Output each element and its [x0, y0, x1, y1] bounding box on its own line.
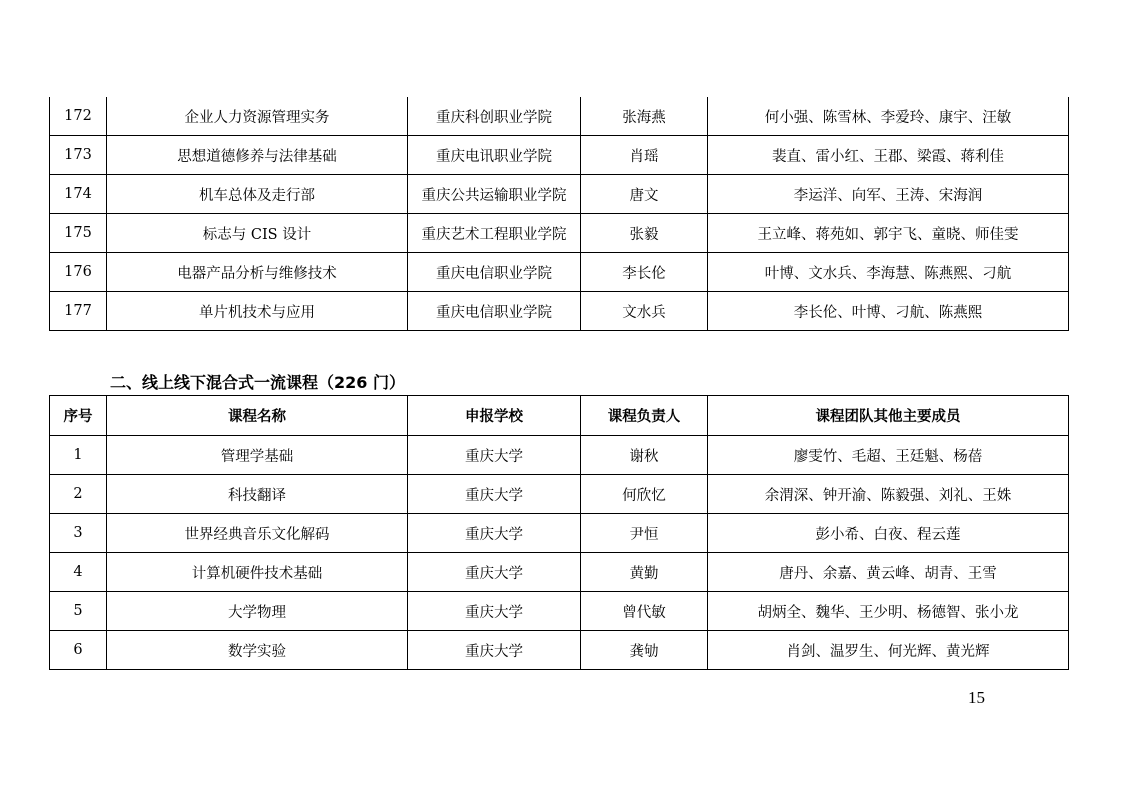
school-name: 重庆公共运输职业学院: [408, 175, 581, 214]
course-name: 科技翻译: [107, 475, 408, 514]
team-members: 李运洋、向军、王涛、宋海润: [708, 175, 1069, 214]
course-name: 思想道德修养与法律基础: [107, 136, 408, 175]
table-row: [50, 592, 1069, 631]
school-name: 重庆电信职业学院: [408, 253, 581, 292]
section-heading: 二、线上线下混合式一流课程（226 门）: [110, 373, 405, 392]
row-number: 173: [50, 136, 107, 175]
course-name: 电器产品分析与维修技术: [107, 253, 408, 292]
team-members: 叶博、文水兵、李海慧、陈燕熙、刁航: [708, 253, 1069, 292]
school-name: 重庆大学: [408, 553, 581, 592]
school-name: 重庆大学: [408, 475, 581, 514]
team-members: 唐丹、余嘉、黄云峰、胡青、王雪: [708, 553, 1069, 592]
team-members: 何小强、陈雪林、李爱玲、康宇、汪敏: [708, 97, 1069, 136]
blended-course-table: [49, 395, 1069, 670]
team-members: 胡炳全、魏华、王少明、杨德智、张小龙: [708, 592, 1069, 631]
course-leader: 李长伦: [581, 253, 708, 292]
row-number: 175: [50, 214, 107, 253]
row-number: 3: [50, 514, 107, 553]
header-members: 课程团队其他主要成员: [708, 396, 1069, 436]
team-members: 肖剑、温罗生、何光辉、黄光辉: [708, 631, 1069, 670]
table-row: [50, 97, 1069, 136]
course-leader: 何欣忆: [581, 475, 708, 514]
course-name: 世界经典音乐文化解码: [107, 514, 408, 553]
course-name: 单片机技术与应用: [107, 292, 408, 331]
team-members: 廖雯竹、毛超、王廷魁、杨蓓: [708, 436, 1069, 475]
team-members: 李长伦、叶博、刁航、陈燕熙: [708, 292, 1069, 331]
course-leader: 曾代敏: [581, 592, 708, 631]
table-row: [50, 631, 1069, 670]
course-leader: 龚劬: [581, 631, 708, 670]
course-leader: 张海燕: [581, 97, 708, 136]
row-number: 174: [50, 175, 107, 214]
course-leader: 文水兵: [581, 292, 708, 331]
school-name: 重庆电信职业学院: [408, 292, 581, 331]
school-name: 重庆大学: [408, 631, 581, 670]
table-header-row: [50, 396, 1069, 436]
team-members: 裴直、雷小红、王郡、梁霞、蒋利佳: [708, 136, 1069, 175]
table-row: [50, 475, 1069, 514]
row-number: 4: [50, 553, 107, 592]
course-name: 数学实验: [107, 631, 408, 670]
course-table-continued: [49, 97, 1069, 331]
school-name: 重庆科创职业学院: [408, 97, 581, 136]
row-number: 1: [50, 436, 107, 475]
course-leader: 谢秋: [581, 436, 708, 475]
course-name: 计算机硬件技术基础: [107, 553, 408, 592]
table-row: [50, 436, 1069, 475]
course-leader: 肖瑶: [581, 136, 708, 175]
table-row: [50, 553, 1069, 592]
table-row: [50, 514, 1069, 553]
row-number: 2: [50, 475, 107, 514]
school-name: 重庆大学: [408, 436, 581, 475]
team-members: 彭小希、白夜、程云莲: [708, 514, 1069, 553]
course-leader: 唐文: [581, 175, 708, 214]
course-leader: 张毅: [581, 214, 708, 253]
header-leader: 课程负责人: [581, 396, 708, 436]
course-name: 机车总体及走行部: [107, 175, 408, 214]
row-number: 176: [50, 253, 107, 292]
course-leader: 尹恒: [581, 514, 708, 553]
course-name: 管理学基础: [107, 436, 408, 475]
row-number: 6: [50, 631, 107, 670]
school-name: 重庆电讯职业学院: [408, 136, 581, 175]
school-name: 重庆大学: [408, 514, 581, 553]
course-name: 标志与 CIS 设计: [107, 214, 408, 253]
row-number: 172: [50, 97, 107, 136]
header-course-name: 课程名称: [107, 396, 408, 436]
table-row: [50, 253, 1069, 292]
course-name: 企业人力资源管理实务: [107, 97, 408, 136]
course-name: 大学物理: [107, 592, 408, 631]
school-name: 重庆大学: [408, 592, 581, 631]
row-number: 177: [50, 292, 107, 331]
page-number: 15: [968, 688, 985, 707]
header-school: 申报学校: [408, 396, 581, 436]
table-row: [50, 136, 1069, 175]
school-name: 重庆艺术工程职业学院: [408, 214, 581, 253]
course-leader: 黄勤: [581, 553, 708, 592]
header-number: 序号: [50, 396, 107, 436]
team-members: 余渭深、钟开渝、陈毅强、刘礼、王姝: [708, 475, 1069, 514]
row-number: 5: [50, 592, 107, 631]
table-row: [50, 175, 1069, 214]
table-row: [50, 214, 1069, 253]
team-members: 王立峰、蒋苑如、郭宇飞、童晓、师佳雯: [708, 214, 1069, 253]
table-row: [50, 292, 1069, 331]
